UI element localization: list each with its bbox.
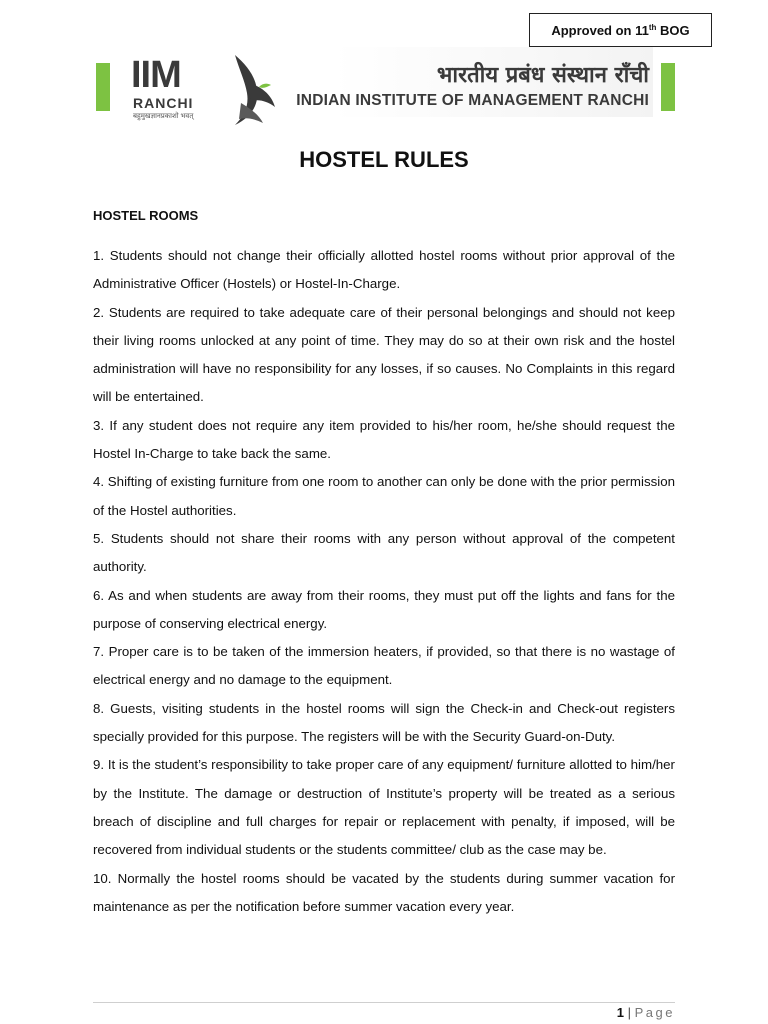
page-number: 1 — [616, 1005, 625, 1020]
approval-suffix: BOG — [656, 22, 690, 38]
letterhead — [93, 47, 678, 123]
rule-item: 10. Normally the hostel rooms should be vacated by the students during summer vacation for maintenance as per the notification before summer vacation every year. — [93, 870, 675, 914]
accent-bar-left — [96, 63, 110, 111]
logo-tagline: बहुमुखज्ञानप्रकाशो भवत् — [133, 113, 194, 120]
logo-main-text: IIM — [131, 54, 181, 96]
footer-divider — [93, 1002, 675, 1003]
page-separator: | — [624, 1005, 635, 1020]
logo-sub-text: RANCHI — [133, 95, 194, 111]
approval-stamp: Approved on 11 $^{th}$ BOG — [529, 13, 712, 47]
rule-item: 2. Students are required to take adequate care of their personal belongings and should not keep their living rooms unlocked at any point of time. They may do so at their own risk and the hostel administration will have no responsibility for any losses, if so causes. No Complaints in this regard will be entertained. — [93, 304, 675, 405]
institute-name-english: INDIAN INSTITUTE OF MANAGEMENT RANCHI — [296, 92, 649, 109]
approval-prefix: Approved on 11 — [551, 22, 649, 38]
rule-item: 8. Guests, visiting students in the hostel rooms will sign the Check-in and Check-out registers specially provided for this purpose. The registers will be with the Security Guard-on-Duty. — [93, 700, 675, 745]
page-label: Page — [634, 1005, 675, 1020]
bird-emblem-icon — [229, 53, 277, 127]
section-heading: HOSTEL ROOMS — [93, 208, 199, 223]
institute-logo — [131, 55, 251, 125]
rule-item: 3. If any student does not require any item provided to his/her room, he/she should request the Hostel In-Charge to take back the same. — [93, 417, 675, 462]
rule-item: 4. Shifting of existing furniture from one room to another can only be done with the prior permission of the Hostel authorities. — [93, 474, 675, 518]
page-footer — [617, 1005, 675, 1020]
document-title: HOSTEL RULES — [299, 147, 469, 172]
accent-bar-right — [661, 63, 675, 111]
rule-item: 7. Proper care is to be taken of the immersion heaters, if provided, so that there is no wastage of electrical energy and no damage to the equipment. — [93, 644, 675, 688]
institute-name-block — [296, 47, 653, 117]
rule-item: 5. Students should not share their rooms with any person without approval of the competent authority. — [93, 530, 675, 575]
rule-item: 9. It is the student’s responsibility to take proper care of any equipment/ furniture allotted to him/her by the Institute. The damage or destruction of Institute’s property will be treated as a serious breach of discipline and full charges for repair or replacement with penalty, if imposed, will be recovered from individual students or the students committee/ club as the case may be. — [93, 757, 675, 858]
rules-list — [93, 242, 675, 921]
rule-item: 1. Students should not change their officially allotted hostel rooms without prior approval of the Administrative Officer (Hostels) or Hostel-In-Charge. — [93, 248, 675, 292]
rule-item: 6. As and when students are away from their rooms, they must put off the lights and fans for the purpose of conserving electrical energy. — [93, 587, 675, 631]
institute-name-hindi: भारतीय प्रबंध संस्थान राँची — [436, 63, 649, 88]
